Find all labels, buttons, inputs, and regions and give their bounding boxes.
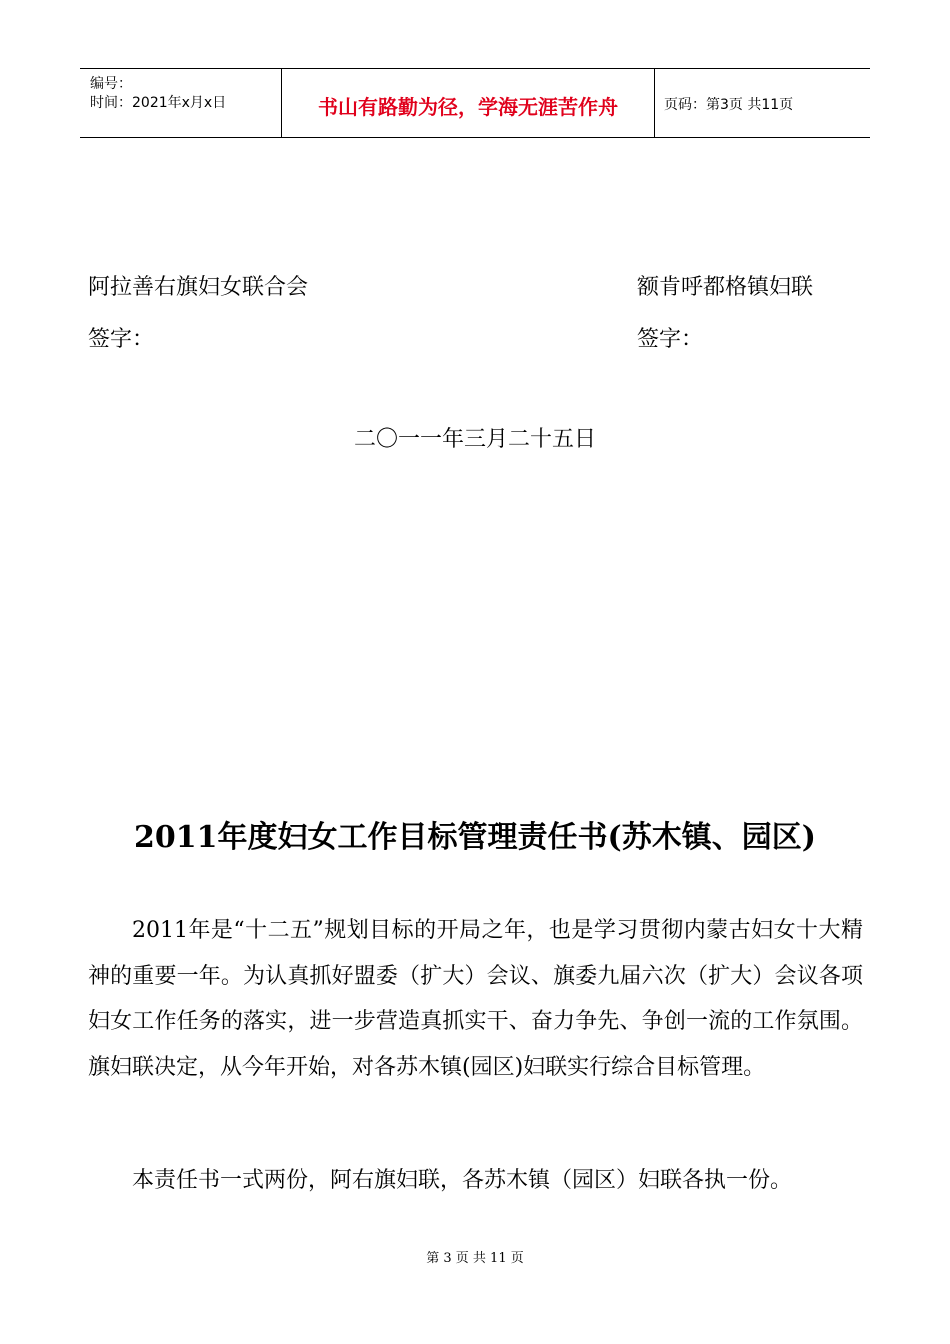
page-footer: 第 3 页 共 11 页 [426,1251,524,1266]
header-motto-cell [281,69,655,137]
header-page-cell [654,69,870,137]
header-page-info: 页码：第3页 共11页 [664,97,794,113]
time-label: 时间：2021年x月x日 [90,95,227,111]
right-org-name: 额肯呼都格镇妇联 [637,275,814,300]
right-signature-label: 签字： [637,327,704,352]
left-signature-label: 签字： [88,327,155,352]
document-date: 二〇一一年三月二十五日 [353,427,596,452]
document-title: 2011年度妇女工作目标管理责任书(苏木镇、园区) [134,820,816,855]
body-paragraph-2: 本责任书一式两份，阿右旗妇联，各苏木镇（园区）妇联各执一份。 [132,1168,793,1193]
header-motto: 书山有路勤为径，学海无涯苦作舟 [318,95,618,119]
number-label: 编号： [90,76,132,92]
body-paragraph-1: 2011年是“十二五”规划目标的开局之年，也是学习贯彻内蒙古妇女十大精神的重要一年。为认真抓好盟委（扩大）会议、旗委九届六次（扩大）会议各项妇女工作任务的落实，进一步营造真抓实干、奋力争先、争创一流的工作氛围。旗妇联决定，从今年开始，对各苏木镇(园区)妇联实行综合目标管理。 [88,918,863,1080]
left-org-name: 阿拉善右旗妇女联合会 [88,275,309,300]
header-info-cell [80,69,280,137]
page-header [80,68,870,138]
